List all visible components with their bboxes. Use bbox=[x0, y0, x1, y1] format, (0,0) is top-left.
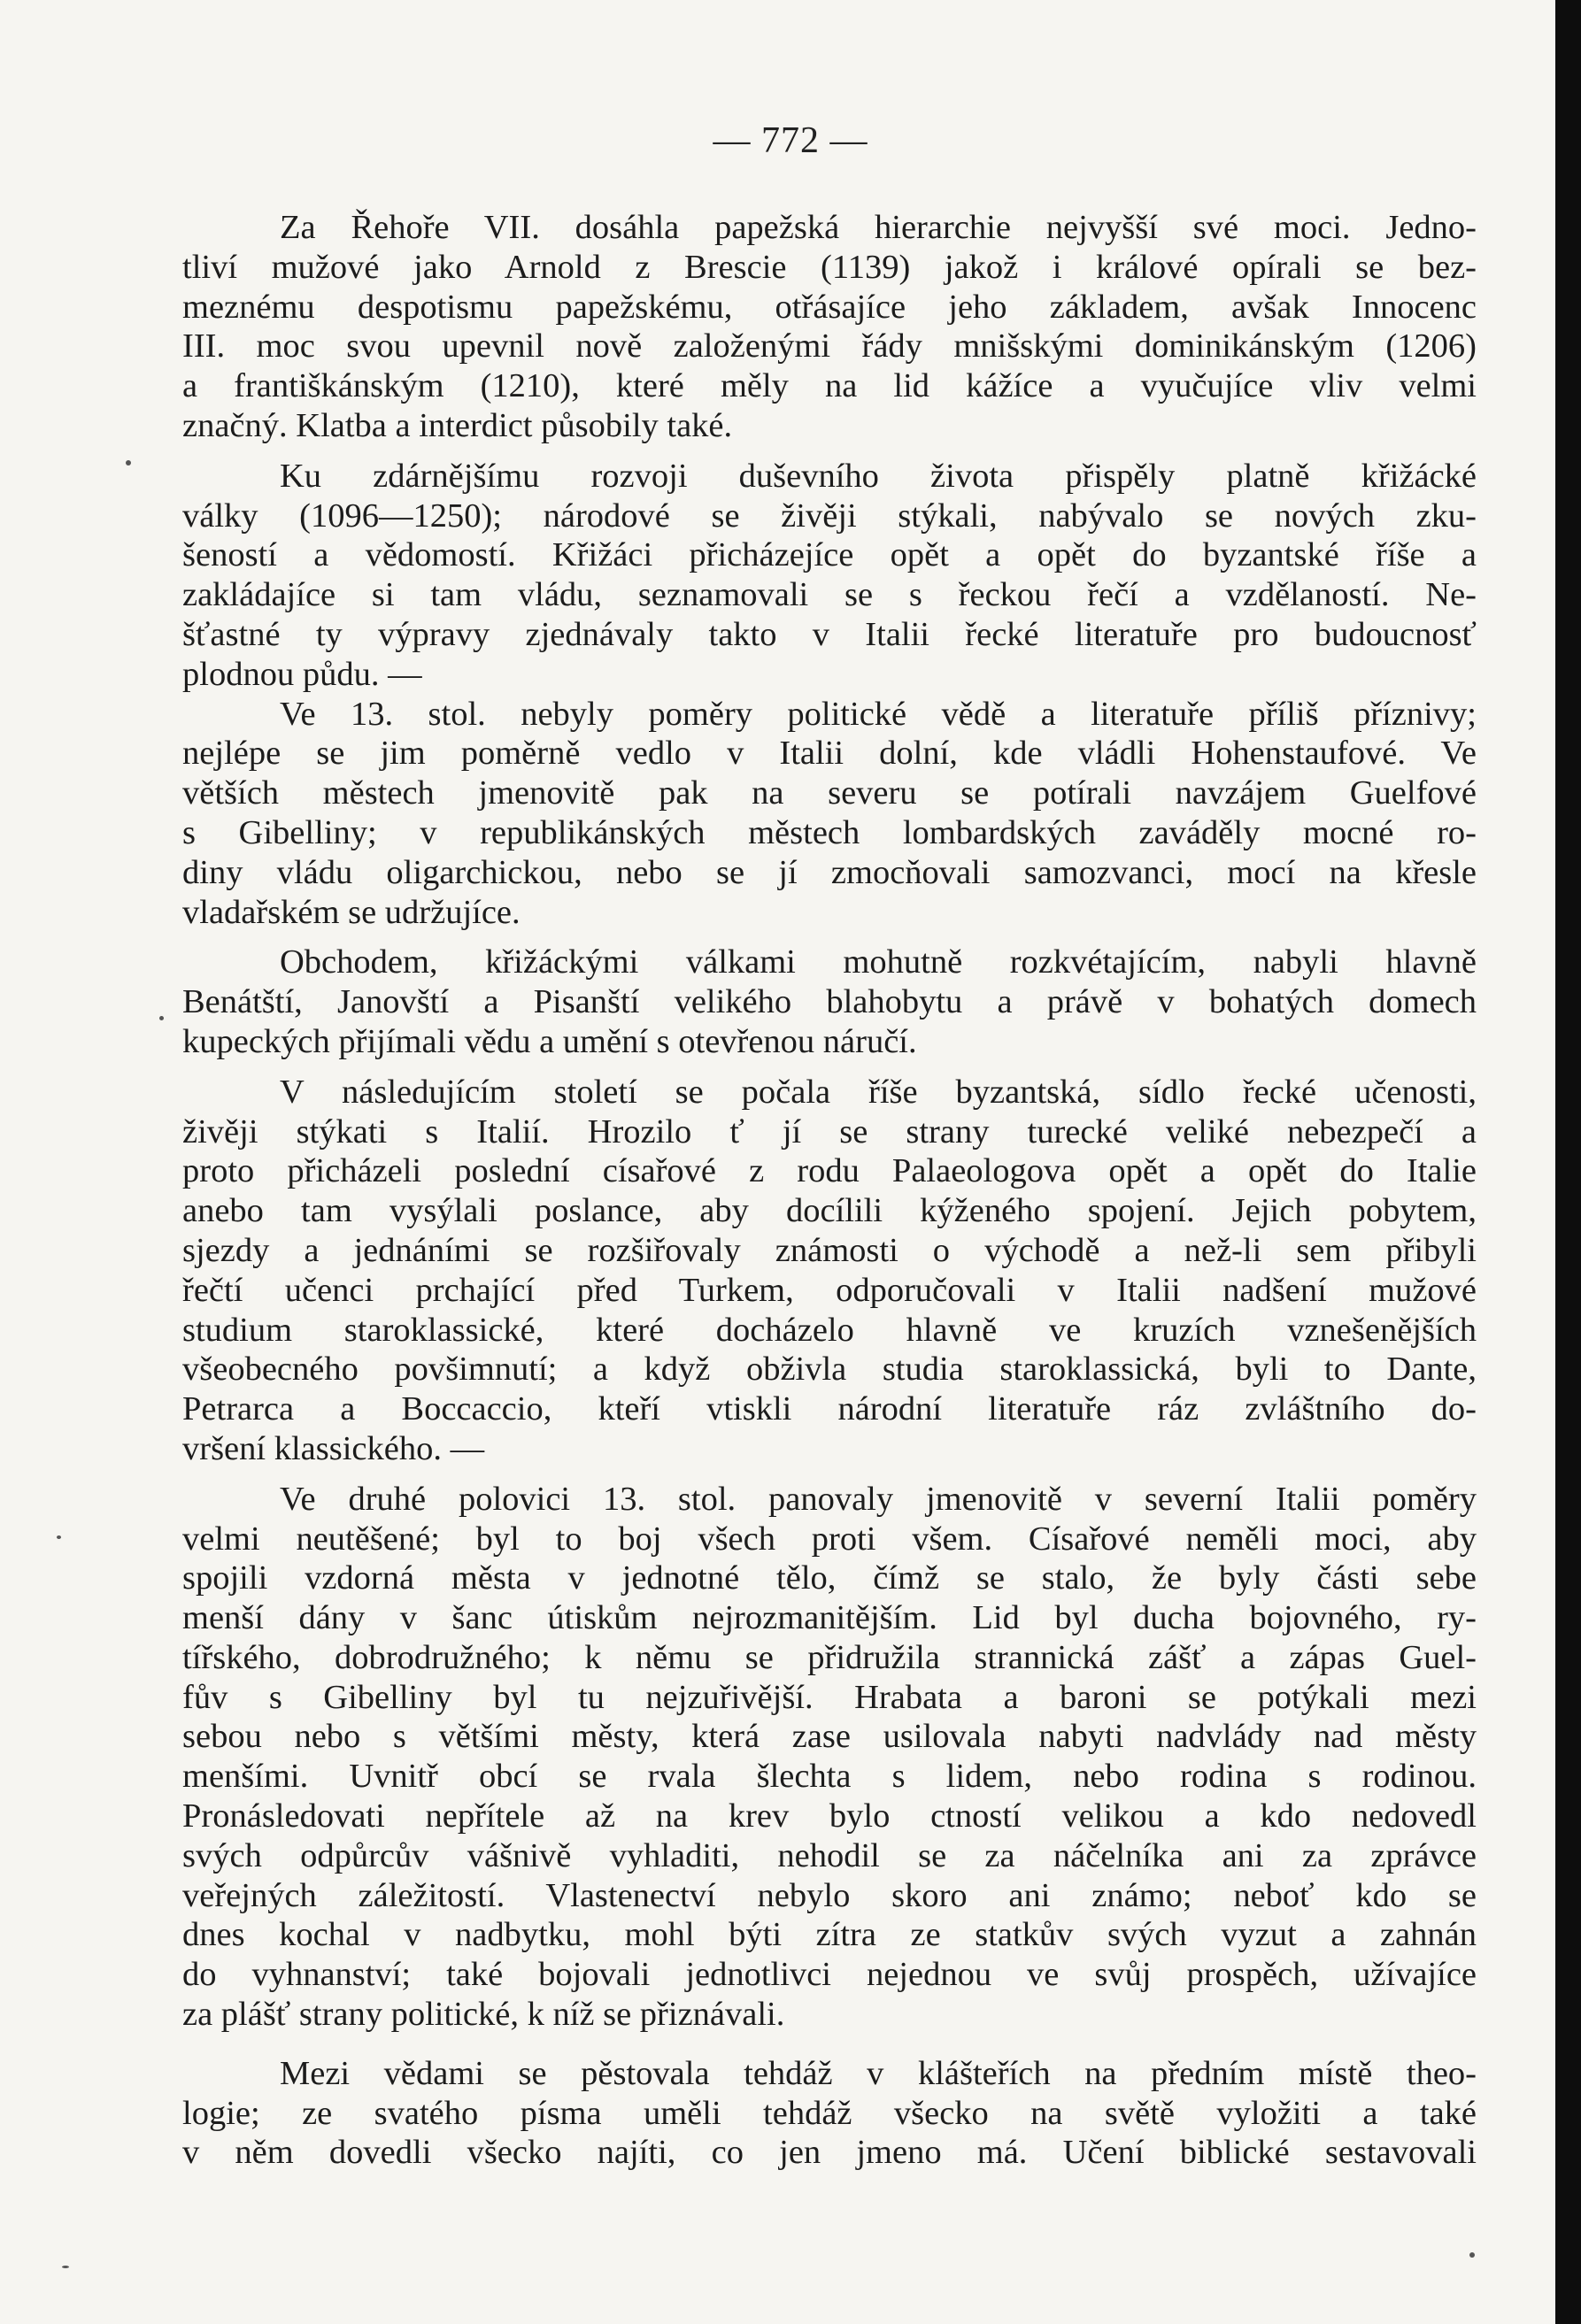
text-line: nejlépe se jim poměrně vedlo v Italii dolní, kde vládli Hohenstaufové. Ve bbox=[182, 735, 1477, 773]
text-line: Benátští, Janovští a Pisanští velikého blahobytu a právě v bohatých domech bbox=[182, 983, 1477, 1021]
text-line: studium staroklassické, které docházelo hlavně ve kruzích vznešenějších bbox=[182, 1311, 1477, 1349]
text-line: Mezi vědami se pěstovala tehdáž v klášteřích na předním místě theo- bbox=[280, 2054, 1477, 2092]
text-line: svých odpůrcův vášnivě vyhladiti, nehodil se za náčelníka ani za zprávce bbox=[182, 1836, 1477, 1874]
paragraph bbox=[182, 2054, 1477, 2173]
text-line: Za Řehoře VII. dosáhla papežská hierarchie nejvyšší své moci. Jedno- bbox=[280, 209, 1477, 246]
text-line: meznému despotismu papežskému, otřásajíce jeho základem, avšak Innocenc bbox=[182, 288, 1477, 326]
text-line: velmi neutěšené; byl to boj všech proti všem. Císařové neměli moci, aby bbox=[182, 1520, 1477, 1558]
text-line: sebou nebo s většími městy, která zase usilovala nabyti nadvlády nad městy bbox=[182, 1718, 1477, 1756]
text-line: Petrarca a Boccaccio, kteří vtiskli národní literatuře ráz zvláštního do- bbox=[182, 1390, 1477, 1428]
text-line: zakládajíce si tam vládu, seznamovali se s řeckou řečí a vzdělaností. Ne- bbox=[182, 576, 1477, 614]
text-line: a františkánským (1210), které měly na lid kážíce a vyučujíce vliv velmi bbox=[182, 367, 1477, 405]
page-number: — 772 — bbox=[713, 120, 868, 161]
paragraph bbox=[182, 208, 1477, 446]
text-line: menšími. Uvnitř obcí se rvala šlechta s lidem, nebo rodina s rodinou. bbox=[182, 1758, 1477, 1796]
text-line: větších městech jmenovitě pak na severu se potírali navzájem Guelfové bbox=[182, 774, 1477, 812]
text-line: plodnou půdu. — bbox=[182, 655, 422, 693]
text-line: Ve druhé polovici 13. stol. panovaly jmenovitě v severní Italii poměry bbox=[280, 1480, 1477, 1518]
text-line: války (1096—1250); národové se živěji stýkali, nabývalo se nových zku- bbox=[182, 496, 1477, 535]
text-line: šťastné ty výpravy zjednávaly takto v Italii řecké literatuře pro budoucnosť bbox=[182, 615, 1477, 653]
text-line: všeobecného povšimnutí; a když obživla studia staroklassická, byli to Dante, bbox=[182, 1351, 1477, 1389]
text-line: kupeckých přijímali vědu a umění s otevřenou náručí. bbox=[182, 1022, 917, 1060]
text-line: za plášť strany politické, k níž se přiznávali. bbox=[182, 1996, 785, 2034]
text-line: anebo tam vysýlali poslance, aby docílili kýženého spojení. Jejich pobytem, bbox=[182, 1192, 1477, 1230]
text-line: tliví mužové jako Arnold z Brescie (1139) jakož i králové opírali se bez- bbox=[182, 248, 1477, 286]
paragraph bbox=[182, 457, 1477, 695]
paragraph bbox=[182, 1480, 1477, 2035]
text-line: fův s Gibelliny byl tu nejzuřivější. Hrabata a baroni se potýkali mezi bbox=[182, 1678, 1477, 1716]
paragraph bbox=[182, 943, 1477, 1061]
body-text bbox=[182, 208, 1477, 2173]
text-line: s Gibelliny; v republikánských městech lombardských zaváděly mocné ro- bbox=[182, 813, 1477, 851]
text-line: proto přicházeli poslední císařové z rodu Palaeologova opět a opět do Italie bbox=[182, 1152, 1477, 1190]
text-line: dnes kochal v nadbytku, mohl býti zítra ze statkův svých vyzut a zahnán bbox=[182, 1916, 1477, 1954]
text-line: Pronásledovati nepřítele až na krev bylo ctností velikou a kdo nedovedl bbox=[182, 1797, 1477, 1835]
text-line: v něm dovedli všecko najíti, co jen jmeno má. Učení biblické sestavovali bbox=[182, 2134, 1477, 2172]
text-line: značný. Klatba a interdict působily také. bbox=[182, 406, 733, 444]
paragraph bbox=[182, 1073, 1477, 1469]
text-line: Ku zdárnějšímu rozvoji duševního života přispěly platně křižácké bbox=[280, 457, 1477, 495]
text-line: diny vládu oligarchickou, nebo se jí zmocňovali samozvanci, mocí na křesle bbox=[182, 853, 1477, 891]
text-line: Obchodem, křižáckými válkami mohutně rozkvétajícím, nabyli hlavně bbox=[280, 943, 1477, 981]
text-line: živěji stýkati s Italií. Hrozilo ť jí se strany turecké veliké nebezpečí a bbox=[182, 1112, 1477, 1150]
text-line: Ve 13. stol. nebyly poměry politické vědě a literatuře příliš příznivy; bbox=[280, 695, 1477, 733]
text-line: III. moc svou upevnil nově založenými řády mnišskými dominikánským (1206) bbox=[182, 327, 1477, 366]
text-line: menší dány v šanc útiskům nejrozmanitějším. Lid byl ducha bojovného, ry- bbox=[182, 1599, 1477, 1637]
paragraph bbox=[182, 695, 1477, 933]
text-line: vladařském se udržujíce. bbox=[182, 893, 521, 931]
text-line: spojili vzdorná města v jednotné tělo, čímž se stalo, že byly části sebe bbox=[182, 1559, 1477, 1597]
text-line: V následujícím století se počala říše byzantská, sídlo řecké učenosti, bbox=[280, 1073, 1477, 1111]
text-line: sjezdy a jednáními se rozšiřovaly známosti o východě a než-li sem přibyli bbox=[182, 1231, 1477, 1269]
text-line: vršení klassického. — bbox=[182, 1429, 485, 1467]
text-line: šeností a vědomostí. Křižáci přicházejíce opět a opět do byzantské říše a bbox=[182, 536, 1477, 574]
scan-edge bbox=[1555, 0, 1581, 2324]
text-line: veřejných záležitostí. Vlastenectví nebylo skoro ani známo; neboť kdo se bbox=[182, 1876, 1477, 1914]
text-line: tířského, dobrodružného; k němu se přidružila strannická zášť a zápas Guel- bbox=[182, 1638, 1477, 1676]
text-line: do vyhnanství; také bojovali jednotlivci nejednou ve svůj prospěch, užívajíce bbox=[182, 1956, 1477, 1994]
text-line: logie; ze svatého písma uměli tehdáž všecko na světě vyložiti a také bbox=[182, 2094, 1477, 2132]
text-line: řečtí učenci prchající před Turkem, odporučovali v Italii nadšení mužové bbox=[182, 1271, 1477, 1309]
